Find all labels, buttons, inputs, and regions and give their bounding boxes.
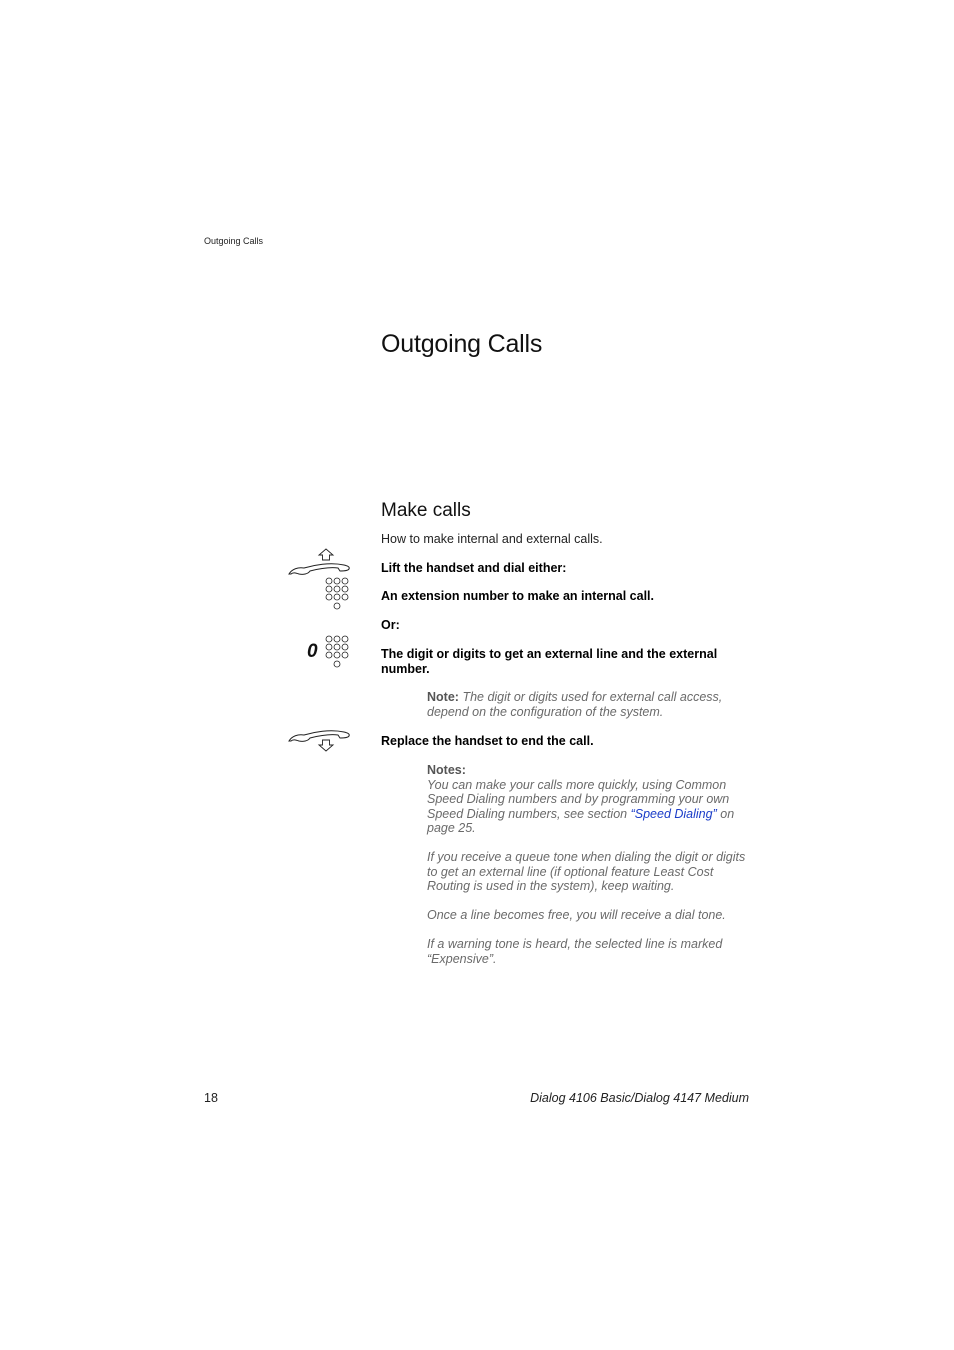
notes-block [427,763,752,981]
notes-speed-dialing-text: You can make your calls more quickly, using Common Speed Dialing numbers and by programming your own Speed Dialing numbers, see section [427,777,730,821]
notes-label: Notes: [427,763,466,777]
notes-speed-dialing-page: on page 25. [427,806,735,835]
note-external-access [427,690,752,719]
page-number: 18 [204,1091,218,1105]
page-title: Outgoing Calls [381,330,543,358]
step-extension-number: An extension number to make an internal call. [381,589,654,603]
handset-lift-icon [286,547,352,579]
notes-line-free: Once a line becomes free, you will receive a dial tone. [427,908,726,922]
note-text: The digit or digits used for external call access, depend on the configuration of the system. [427,690,723,719]
handset-replace-icon [286,726,352,754]
footer-product-title: Dialog 4106 Basic/Dialog 4147 Medium [530,1091,749,1105]
section-intro: How to make internal and external calls. [381,532,603,546]
digit-zero-key-icon: 0 [307,641,318,662]
notes-warning-tone: If a warning tone is heard, the selected line is marked “Expensive”. [427,937,723,966]
running-header: Outgoing Calls [204,236,264,246]
keypad-icon [323,577,353,613]
section-title: Make calls [381,500,471,521]
speed-dialing-link[interactable]: “Speed Dialing” [630,806,717,821]
note-label: Note: [427,690,459,704]
step-external-line: The digit or digits to get an external line and the external number. [381,647,718,676]
notes-speed-dialing [427,778,752,836]
step-replace-handset: Replace the handset to end the call. [381,734,594,748]
keypad-icon [323,635,353,671]
step-or: Or: [381,618,400,632]
step-lift-handset: Lift the handset and dial either: [381,561,567,575]
notes-queue-tone: If you receive a queue tone when dialing the digit or digits to get an external line (if optional feature Least Cost Routing is used in the system), keep waiting. [427,850,746,893]
